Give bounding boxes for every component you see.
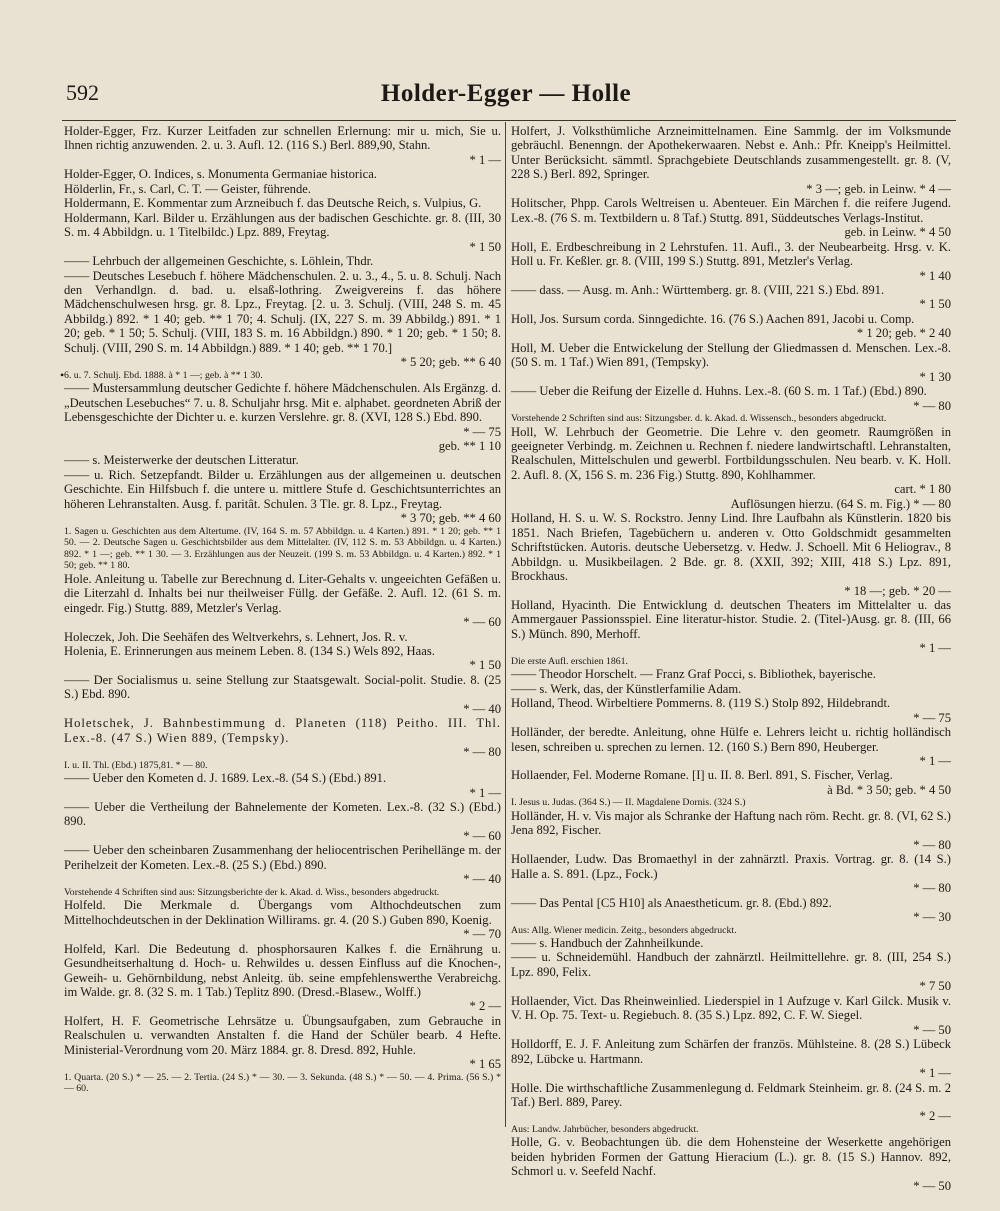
price: * — 80	[463, 745, 501, 760]
note: 1. Quarta. (20 S.) * — 25. — 2. Tertia. (24 S.) * — 30. — 3. Sekunda. (48 S.) * — 50. — 4. Prima. (56 S.) * — 60.	[64, 1071, 501, 1095]
entry: —— u. Schneidemühl. Handbuch der zahnärztl. Heilmittellehre. gr. 8. (III, 254 S.) Lpz. 890, Felix.	[511, 950, 951, 979]
note: Aus: Allg. Wiener medicin. Zeitg., besonders abgedruckt.	[511, 924, 737, 936]
price: à Bd. * 3 50; geb. * 4 50	[827, 782, 951, 797]
price: * 7 50	[919, 979, 951, 994]
price: * 1 —	[919, 1066, 951, 1081]
entry: Holle, G. v. Beobachtungen üb. die dem Hohensteine der Weserkette angehörigen beiden hybriden Formen der Gattung Hieracium (L.). gr. 8. (15 S.) Hannov. 892, Schmorl u. v. Seefeld Nachf.	[511, 1135, 951, 1179]
entry: Hole. Anleitung u. Tabelle zur Berechnung d. Liter-Gehalts v. ungeeichten Gefäßen u. die Literzahl d. Inhalts bei nur theilweiser Füllg. der Gefäße. 2. Aufl. 12. (61 S. m. eingedr. Fig.) Stuttg. 889, Metzler's Verlag.	[64, 571, 501, 615]
price: * — 50	[913, 1022, 951, 1037]
entry: Hollaender, Vict. Das Rheinweinlied. Liederspiel in 1 Aufzuge v. Karl Gilck. Musik v. V. H. Op. 75. Text- u. Regiebuch. 8. (35 S.) Lpz. 892, C. F. W. Siegel.	[511, 993, 951, 1023]
entry: Holfeld, Karl. Die Bedeutung d. phosphorsauren Kalkes f. die Ernährung u. Gesundheitserhaltung d. Hoch- u. Rehwildes u. dessen Einfluss auf die Knochen-, Geweih- u. Gehörnbildung, nebst Anleitg. üb. seine empfehlenswerthe Verabreichg. im Walde. gr. 8. (32 S. m. 1 Tab.) Teplitz 890. (Dresd.-Blasew., Wolff.)	[64, 941, 501, 999]
entry: —— Ueber den scheinbaren Zusammenhang der heliocentrischen Perihellänge m. der Perihelzeit der Kometen. Lex.-8. (25 S.) (Ebd.) 890.	[64, 843, 501, 872]
price: * 3 —; geb. in Leinw. * 4 —	[806, 181, 951, 196]
page-number: 592	[66, 80, 99, 105]
price: * — 80	[913, 837, 951, 852]
price: * — 50	[913, 1178, 951, 1193]
note: Die erste Aufl. erschien 1861.	[511, 655, 628, 667]
entry: —— u. Rich. Setzepfandt. Bilder u. Erzählungen aus der allgemeinen u. deutschen Geschichte. Ein Hilfsbuch f. die untere u. mittlere Stufe d. Geschichtsunterrichtes an höheren Lehranstalten. Ausg. f. paritât. Schulen. 3 Tle. gr. 8. Lpz., Freytag.	[64, 467, 501, 511]
entry: Holeczek, Joh. Die Seehäfen des Weltverkehrs, s. Lehnert, Jos. R. v.	[64, 629, 408, 644]
entry: Holl, E. Erdbeschreibung in 2 Lehrstufen. 11. Aufl., 3. der Neubearbeitg. Hrsg. v. K. Holl u. Fr. Keßler. gr. 8. (VIII, 199 S.) Stuttg. 891, Metzler's Verlag.	[511, 239, 951, 269]
entry: Holder-Egger, O. Indices, s. Monumenta Germaniae historica.	[64, 167, 377, 182]
note: Vorstehende 2 Schriften sind aus: Sitzungsber. d. k. Akad. d. Wissensch., besonders abgedruckt.	[511, 413, 887, 425]
running-head: Holder-Egger — Holle	[380, 80, 632, 107]
entry: Holl, W. Lehrbuch der Geometrie. Die Lehre v. den geometr. Raumgrößen in geeigneter Verbindg. m. Zeichnen u. Rechnen f. niedere landwirtschaftl. Lehranstalten, Realschulen, Mittelschulen und gewerbl. Fortbildungsschulen. Neu bearb. v. K. Holl. 2. Aufl. 8. (X, 156 S. m. 236 Fig.) Stuttg. 890, Kohlhammer.	[511, 424, 951, 482]
entry: —— Lehrbuch der allgemeinen Geschichte, s. Löhlein, Thdr.	[64, 254, 374, 269]
price: * 2 —	[919, 1109, 951, 1124]
price: * 1 40	[919, 268, 951, 283]
price: cart. * 1 80	[894, 482, 951, 497]
entry: Holländer, der beredte. Anleitung, ohne Hülfe e. Lehrers leicht u. richtig holländisch lesen, schreiben u. sprechen zu lernen. 12. (160 S.) Bern 890, Heuberger.	[511, 725, 951, 754]
price: * — 80	[913, 398, 951, 413]
entry: —— s. Werk, das, der Künstlerfamilie Adam.	[511, 681, 742, 696]
entry: —— Mustersammlung deutscher Gedichte f. höhere Mädchenschulen. Als Ergänzg. d. „Deutschen Lesebuches“ 7. u. 8. Schuljahr hrsg. Mit e. alphabet. geordneten Abriß der Lebensgeschichte der Dichter u. e. kurzen Verslehre. gr. 8. (XVI, 128 S.) Ebd. 890.	[64, 381, 501, 425]
note: Vorstehende 4 Schriften sind aus: Sitzungsberichte der k. Akad. d. Wiss., besonders abgedruckt.	[64, 886, 440, 898]
price: * 3 70; geb. ** 4 60	[400, 511, 501, 526]
entry: Holl, M. Ueber die Entwickelung der Stellung der Gliedmassen d. Menschen. Lex.-8. (50 S. m. 1 Taf.) Wien 891, (Tempsky).	[511, 340, 951, 370]
price: * — 40	[463, 872, 501, 887]
note: Aus: Landw. Jahrbücher, besonders abgedruckt.	[511, 1123, 699, 1135]
price: * 5 20; geb. ** 6 40	[400, 355, 501, 370]
entry: Holländer, H. v. Vis major als Schranke der Haftung nach röm. Recht. gr. 8. (VI, 62 S.) Jena 892, Fischer.	[511, 808, 951, 838]
entry: —— dass. — Ausg. m. Anh.: Württemberg. gr. 8. (VIII, 221 S.) Ebd. 891.	[511, 282, 885, 297]
note: 6. u. 7. Schulj. Ebd. 1888. à * 1 —; geb. à ** 1 30.	[64, 369, 263, 381]
note: I. Jesus u. Judas. (364 S.) — II. Magdalene Dornis. (324 S.)	[511, 797, 746, 809]
price: * — 60	[463, 615, 501, 630]
entry: —— s. Handbuch der Zahnheilkunde.	[511, 936, 704, 951]
price: geb. ** 1 10	[438, 439, 501, 454]
entry: Holenia, E. Erinnerungen aus meinem Leben. 8. (134 S.) Wels 892, Haas.	[64, 644, 435, 658]
price: * — 60	[463, 828, 501, 843]
entry: Holder-Egger, Frz. Kurzer Leitfaden zur schnellen Erlernung: mir u. mich, Sie u. Ihnen richtig anzuwenden. 2. u. 3. Aufl. 12. (116 S.) Berl. 889,90, Stahn.	[64, 124, 501, 153]
entry: Hollaender, Ludw. Das Bromaethyl in der zahnärztl. Praxis. Vortrag. gr. 8. (14 S.) Halle a. S. 891. (Lpz., Fock.)	[511, 852, 951, 881]
entry: Holitscher, Phpp. Carols Weltreisen u. Abenteuer. Ein Märchen f. die reifere Jugend. Lex.-8. (76 S. m. Textbildern u. 8 Taf.) Stuttg. 891, Süddeutsches Verlags-Institut.	[511, 196, 951, 225]
entry: —— Ueber die Reifung der Eizelle d. Huhns. Lex.-8. (60 S. m. 1 Taf.) (Ebd.) 890.	[511, 384, 927, 399]
entry: Hollaender, Fel. Moderne Romane. [I] u. II. 8. Berl. 891, S. Fischer, Verlag.	[511, 768, 893, 783]
price: * 1 —	[919, 754, 951, 769]
price: * 1 65	[469, 1057, 501, 1072]
right-column	[511, 124, 951, 1193]
price: * — 70	[463, 927, 501, 942]
entry: Holdermann, Karl. Bilder u. Erzählungen aus der badischen Geschichte. gr. 8. (III, 30 S. m. 4 Abbildgn. u. 1 Titelbildc.) Lpz. 889, Freytag.	[64, 210, 501, 240]
header-rule	[62, 120, 956, 121]
price: geb. in Leinw. * 4 50	[844, 225, 951, 240]
note: 1. Sagen u. Geschichten aus dem Altertume. (IV, 164 S. m. 57 Abbildgn. u. 4 Karten.) 891. * 1 20; geb. ** 1 50. — 2. Deutsche Sagen u. Geschichtsbilder aus dem Mittelalter. (IV, 112 S. m. 53 Abbildgn. u. 4 Karten.) 892. * 1 —; geb. ** 1 30. — 3. Erzählungen aus der Neuzeit. (199 S. m. 53 Abbildgn. u. 4 Karten.) 892. * 1 50; geb. ** 1 80.	[64, 525, 501, 572]
entry: —— Theodor Horschelt. — Franz Graf Pocci, s. Bibliothek, bayerische.	[511, 667, 876, 682]
entry: Holland, H. S. u. W. S. Rockstro. Jenny Lind. Ihre Laufbahn als Künstlerin. 1820 bis 1851. Nach Briefen, Tagebüchern u. anderen v. Otto Goldschmidt gesammelten Schriftstücken. Autoris. deutsche Uebersetzg. v. Hedw. J. Schoell. Mit 6 Heliograv., 8 Abbildgn. u. Musikbeilagen. 2 Bde. gr. 8. (XXII, 392; XIII, 418 S.) Lpz. 891, Brockhaus.	[511, 511, 951, 584]
entry: —— Das Pental [C5 H10] als Anaestheticum. gr. 8. (Ebd.) 892.	[511, 895, 832, 910]
entry: Holl, Jos. Sursum corda. Sinngedichte. 16. (76 S.) Aachen 891, Jacobi u. Comp.	[511, 311, 915, 326]
price: * 1 —	[469, 785, 501, 800]
entry: Holfert, J. Volksthümliche Arzneimittelnamen. Eine Sammlg. der im Volksmunde gebräuchl. Benenngn. der Apothekerwaaren. Nebst e. Anh.: Pfr. Kneipp's Heilmittel. Unter Berücksicht. sämmtl. Sprachgebiete Deutschlands zusammengestellt. gr. 8. (V, 228 S.) Berl. 892, Springer.	[511, 124, 951, 182]
price: * 1 20; geb. * 2 40	[856, 326, 951, 341]
page-header	[66, 80, 946, 110]
margin-mark: •	[60, 368, 65, 382]
entry: —— Ueber den Kometen d. J. 1689. Lex.-8. (54 S.) (Ebd.) 891.	[64, 771, 387, 786]
entry: —— Ueber die Vertheilung der Bahnelemente der Kometen. Lex.-8. (32 S.) (Ebd.) 890.	[64, 800, 501, 829]
entry: Holetschek, J. Bahnbestimmung d. Planeten (118) Peitho. III. Thl. Lex.-8. (47 S.) Wien 889, (Tempsky).	[64, 716, 501, 745]
price: * — 75	[913, 710, 951, 725]
price: * — 40	[463, 701, 501, 716]
entry: Holfert, H. F. Geometrische Lehrsätze u. Übungsaufgaben, zum Gebrauche in Realschulen u. verwandten Anstalten f. die Hand der Schüler bearb. 4 Hefte. Ministerial-Verordnung vom 20. März 1884. gr. 8. Dresd. 892, Huhle.	[64, 1013, 501, 1057]
entry: Holfeld. Die Merkmale d. Übergangs vom Althochdeutschen zum Mittelhochdeutschen in der Deklination Willirams. gr. 4. (20 S.) Guben 890, Koenig.	[64, 898, 501, 927]
entry: —— Der Socialismus u. seine Stellung zur Staatsgewalt. Social-polit. Studie. 8. (25 S.) Ebd. 890.	[64, 672, 501, 702]
price: * 1 30	[919, 369, 951, 384]
price: * 1 —	[469, 152, 501, 167]
entry: Holland, Theod. Wirbeltiere Pommerns. 8. (119 S.) Stolp 892, Hildebrandt.	[511, 696, 891, 711]
entry: —— s. Meisterwerke der deutschen Litteratur.	[64, 453, 299, 468]
entry: —— Deutsches Lesebuch f. höhere Mädchenschulen. 2. u. 3., 4., 5. u. 8. Schulj. Nach den Verhandlgn. d. bad. u. elsaß-lothring. Zweigvereins f. das höhere Mädchenschulwesen hrsg. gr. 8. Lpz., Freytag. [2. u. 3. Schulj. (VIII, 248 S. m. 45 Abbildg.) 892. * 1 40; geb. ** 1 70; 4. Schulj. (IX, 227 S. m. 39 Abbildg.) 891. * 1 20; geb. * 1 50; 5. Schulj. (VIII, 183 S. m. 16 Abbildgn.) 890. * 1 20; geb. * 1 50; 8. Schulj. (VIII, 290 S. m. 14 Abbildgn.) 889. * 1 40; geb. ** 1 70.]	[64, 268, 501, 355]
entry: Holland, Hyacinth. Die Entwicklung d. deutschen Theaters im Mittelalter u. das Ammergauer Passionsspiel. Eine literatur-histor. Studie. 2. (Titel-)Ausg. gr. 8. (III, 66 S.) Münch. 890, Merhoff.	[511, 598, 951, 641]
column-divider	[505, 122, 506, 1127]
price: * 1 50	[469, 658, 501, 673]
price: * 1 50	[919, 297, 951, 312]
note: I. u. II. Thl. (Ebd.) 1875,81. * — 80.	[64, 759, 208, 771]
price: * — 80	[913, 881, 951, 896]
entry: Holle. Die wirthschaftliche Zusammenlegung d. Feldmark Steinheim. gr. 8. (24 S. m. 2 Taf.) Berl. 889, Parey.	[511, 1080, 951, 1109]
entry: Hölderlin, Fr., s. Carl, C. T. — Geister, führende.	[64, 181, 312, 196]
price: * 1 —	[919, 641, 951, 656]
entry: Holldorff, E. J. F. Anleitung zum Schärfen der französ. Mühlsteine. 8. (28 S.) Lübeck 892, Lübcke u. Hartmann.	[511, 1037, 951, 1066]
left-column	[64, 124, 501, 1095]
entry: Holdermann, E. Kommentar zum Arzneibuch f. das Deutsche Reich, s. Vulpius, G.	[64, 196, 482, 211]
price: * — 75	[463, 424, 501, 439]
price: * 2 —	[469, 999, 501, 1014]
price: Auflösungen hierzu. (64 S. m. Fig.) * — 80	[730, 496, 951, 511]
price: * — 30	[913, 910, 951, 925]
price: * 18 —; geb. * 20 —	[844, 583, 951, 598]
price: * 1 50	[469, 239, 501, 254]
